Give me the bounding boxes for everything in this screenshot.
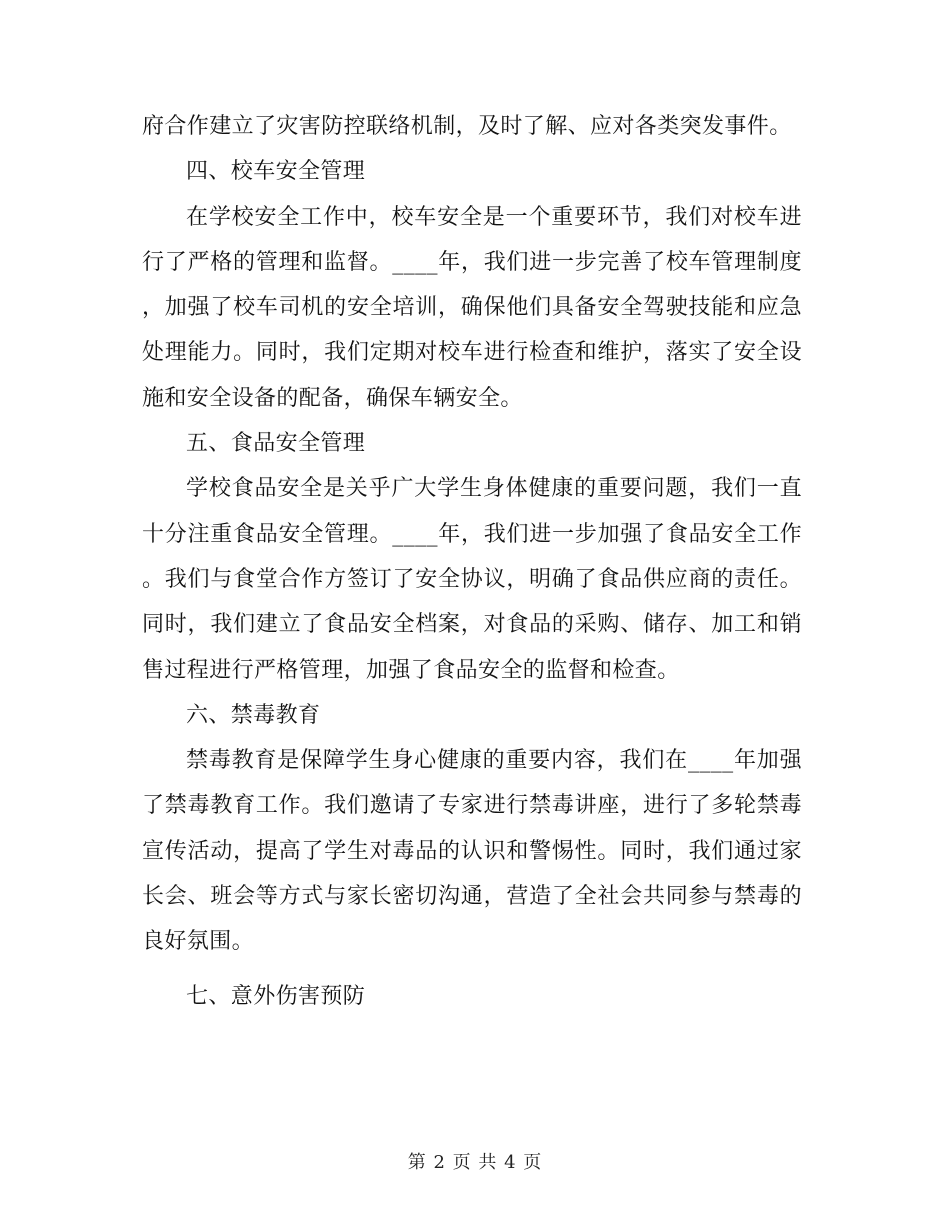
- section-heading-drug-education: 六、禁毒教育: [186, 702, 321, 728]
- page-number-footer: 第 2 页 共 4 页: [407, 1152, 543, 1173]
- section-body-school-bus: 在学校安全工作中，校车安全是一个重要环节，我们对校车进行了严格的管理和监督。____年，我们进一步完善了校车管理制度，加强了校车司机的安全培训，确保他们具备安全驾驶技能和应急处理能力。同时，我们定期对校车进行检查和维护，落实了安全设施和安全设备的配备，确保车辆安全。: [142, 204, 802, 411]
- document-body: [142, 104, 802, 1019]
- continuation-paragraph: 府合作建立了灾害防控联络机制，及时了解、应对各类突发事件。: [142, 114, 792, 139]
- section-body-drug-education: 禁毒教育是保障学生身心健康的重要内容，我们在____年加强了禁毒教育工作。我们邀请了专家进行禁毒讲座，进行了多轮禁毒宣传活动，提高了学生对毒品的认识和警惕性。同时，我们通过家长会、班会等方式与家长密切沟通，营造了全社会共同参与禁毒的良好氛围。: [142, 748, 802, 955]
- section-heading-food-safety: 五、食品安全管理: [186, 431, 366, 457]
- section-body-food-safety: 学校食品安全是关乎广大学生身体健康的重要问题，我们一直十分注重食品安全管理。____年，我们进一步加强了食品安全工作。我们与食堂合作方签订了安全协议，明确了食品供应商的责任。同时，我们建立了食品安全档案，对食品的采购、储存、加工和销售过程进行严格管理，加强了食品安全的监督和检查。: [142, 476, 802, 683]
- section-heading-accident-prevention: 七、意外伤害预防: [186, 983, 366, 1009]
- section-heading-school-bus: 四、校车安全管理: [186, 159, 366, 185]
